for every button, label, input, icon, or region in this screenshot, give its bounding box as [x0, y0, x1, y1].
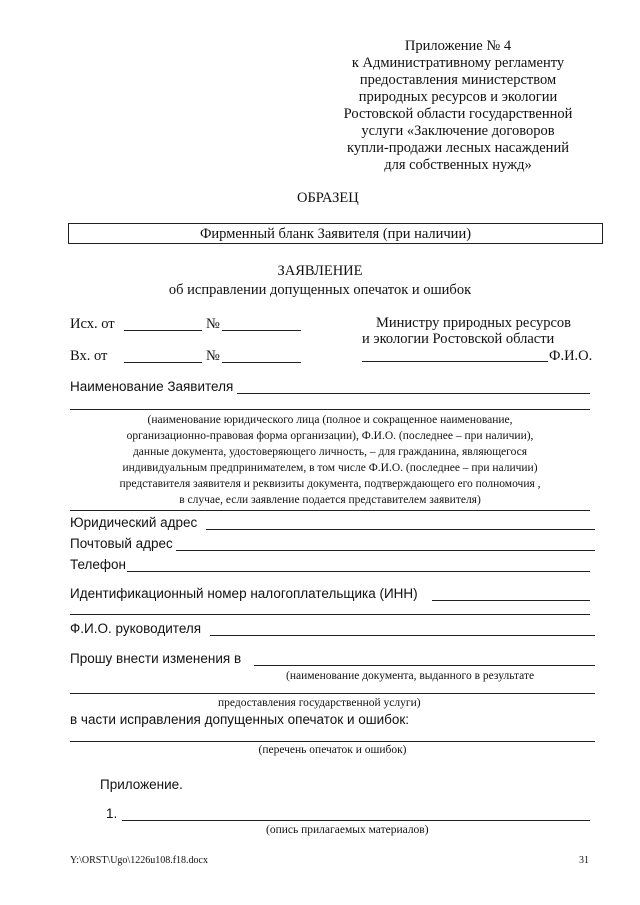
corrections-hint: (перечень опечаток и ошибок): [258, 744, 407, 756]
appendix-header: [330, 38, 586, 174]
appendix-line: к Административному регламенту: [351, 55, 565, 71]
incoming-number-label: №: [206, 348, 220, 364]
appendix-line: услуги «Заключение договоров: [361, 123, 555, 139]
recipient-fio-label: Ф.И.О.: [549, 348, 593, 364]
request-hint-1: (наименование документа, выданного в результате: [286, 670, 535, 682]
applicant-hint-line: индивидуальным предпринимателем, в том числе Ф.И.О. (последнее – при наличии): [122, 462, 538, 474]
appendix-line: для собственных нужд»: [384, 157, 532, 173]
page-number: 31: [579, 855, 589, 866]
legal-address-field[interactable]: [206, 529, 595, 530]
applicant-hint: [70, 412, 590, 508]
postal-address-field[interactable]: [176, 550, 595, 551]
letterhead-box: Фирменный бланк Заявителя (при наличии): [68, 223, 603, 244]
recipient-line-2: и экологии Ростовской области: [362, 331, 555, 347]
phone-label: Телефон: [70, 557, 127, 572]
appendix-line: купли-продажи лесных насаждений: [347, 140, 569, 156]
attachment-item-number: 1.: [106, 806, 118, 821]
attachment-item-field[interactable]: [122, 820, 590, 821]
recipient-fio-field[interactable]: [362, 361, 548, 362]
postal-address-label: Почтовый адрес: [70, 536, 173, 551]
applicant-name-field-2[interactable]: [70, 409, 590, 410]
head-fio-field[interactable]: [210, 635, 595, 636]
appendix-line: Приложение № 4: [404, 38, 512, 54]
inn-field[interactable]: [432, 600, 590, 601]
request-hint-2: предоставления государственной услуги): [218, 697, 421, 709]
legal-address-label: Юридический адрес: [70, 515, 198, 530]
corrections-label: в части исправления допущенных опечаток и ошибок:: [70, 712, 410, 727]
applicant-hint-line: данные документа, удостоверяющего личность, – для гражданина, являющегося: [132, 446, 528, 458]
request-label: Прошу внести изменения в: [70, 651, 242, 666]
footer-file-path: Y:\ORST\Ugo\1226u108.f18.docx: [70, 855, 208, 866]
attachment-hint: (опись прилагаемых материалов): [266, 824, 429, 836]
document-subtitle: об исправлении допущенных опечаток и ошибок: [168, 282, 472, 298]
head-fio-label: Ф.И.О. руководителя: [70, 621, 202, 636]
document-title: ЗАЯВЛЕНИЕ: [277, 263, 363, 279]
applicant-name-label: Наименование Заявителя: [70, 379, 234, 394]
appendix-line: Ростовской области государственной: [343, 106, 573, 122]
outgoing-label: Исх. от: [70, 316, 115, 332]
applicant-hint-line: организационно-правовая форма организации), Ф.И.О. (последнее – при наличии),: [126, 430, 534, 442]
applicant-info-field[interactable]: [70, 510, 590, 511]
request-document-field-2[interactable]: [70, 693, 595, 694]
appendix-line: природных ресурсов и экологии: [358, 89, 558, 105]
appendix-line: предоставления министерством: [359, 72, 557, 88]
request-document-field[interactable]: [254, 665, 595, 666]
recipient-line-1: Министру природных ресурсов: [376, 315, 571, 331]
inn-field-2[interactable]: [70, 614, 590, 615]
inn-label: Идентификационный номер налогоплательщика (ИНН): [70, 586, 418, 601]
applicant-hint-line: в случае, если заявление подается представителем заявителя): [179, 494, 481, 506]
outgoing-number-field[interactable]: [222, 330, 301, 331]
outgoing-date-field[interactable]: [124, 330, 202, 331]
applicant-name-field[interactable]: [237, 393, 590, 394]
outgoing-number-label: №: [206, 316, 220, 332]
incoming-date-field[interactable]: [124, 362, 202, 363]
applicant-hint-line: представителя заявителя и реквизиты документа, подтверждающего его полномочия ,: [119, 478, 541, 490]
incoming-number-field[interactable]: [222, 362, 301, 363]
incoming-label: Вх. от: [70, 348, 108, 364]
sample-label: ОБРАЗЕЦ: [297, 190, 359, 206]
attachment-label: Приложение.: [100, 777, 183, 792]
applicant-hint-line: (наименование юридического лица (полное и сокращенное наименование,: [147, 414, 513, 426]
phone-field[interactable]: [127, 571, 590, 572]
